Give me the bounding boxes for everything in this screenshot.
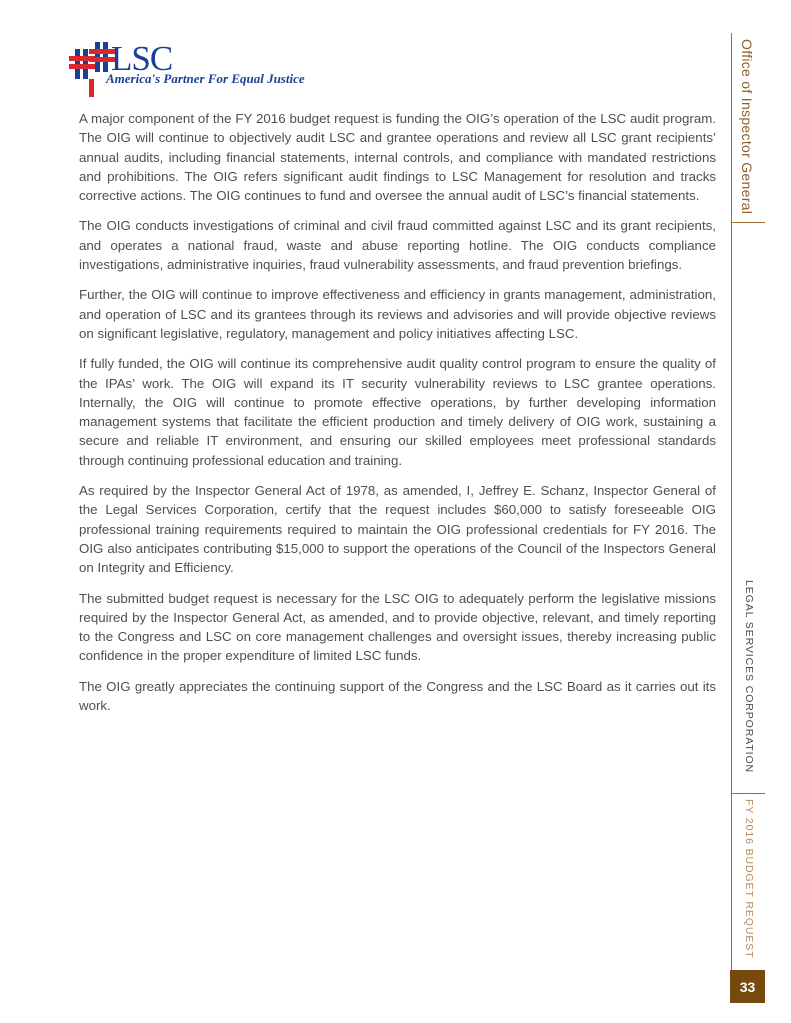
sidebar-tick-divider (731, 793, 765, 794)
document-body (79, 109, 716, 726)
lsc-logo-tagline: America's Partner For Equal Justice (106, 71, 305, 86)
body-paragraph: If fully funded, the OIG will continue its comprehensive audit quality control program to ensure the quality of the IPAs’ work. The OIG will expand its IT security vulnerability reviews to LSC grantee operations. Internally, the OIG will continue to promote effective operations, by further developing information management systems that facilitate the efficient production and timely delivery of OIG work, sustaining a secure and reliable IT environment, and ensuring our skilled employees meet professional standards through continuing professional education and training. (79, 356, 716, 468)
body-paragraph: The OIG conducts investigations of criminal and civil fraud committed against LSC and its grant recipients, and operates a national fraud, waste and abuse reporting hotline. The OIG conducts compliance investigations, administrative inquiries, fraud vulnerability assessments, and fraud prevention briefings. (79, 218, 716, 273)
sidebar-report-label: FY 2016 BUDGET REQUEST (743, 799, 755, 959)
sidebar-vertical-rule (731, 33, 732, 970)
page-number-box (730, 970, 765, 1003)
body-paragraph: As required by the Inspector General Act of 1978, as amended, I, Jeffrey E. Schanz, Inspector General of the Legal Services Corporation, certify that the request includes $60,000 to satisfy foreseeable OIG professional training requirements required to maintain the OIG professional credentials for FY 2016. The OIG also anticipates contributing $15,000 to support the operations of the Council of the Inspectors General on Integrity and Efficiency. (79, 483, 716, 576)
lsc-logo-text: LSC (111, 39, 173, 78)
sidebar-org-label: LEGAL SERVICES CORPORATION (743, 580, 755, 773)
sidebar-section-label: Office of Inspector General (739, 39, 755, 215)
body-paragraph: The submitted budget request is necessary for the LSC OIG to adequately perform the legislative missions required by the Inspector General Act, as amended, and to provide objective, relevant, and timely reporting to the Congress and LSC on core management challenges and oversight issues, thereby increasing public confidence in the proper expenditure of limited LSC funds. (79, 590, 716, 664)
page-number: 33 (739, 978, 756, 995)
body-paragraph: A major component of the FY 2016 budget request is funding the OIG’s operation of the LSC audit program. The OIG will continue to objectively audit LSC and grantee operations and review all LSC grant recipients’ annual audits, including financial statements, internal controls, and compliance with mandated restrictions and prohibitions. The OIG refers significant audit findings to LSC Management for resolution and tracks corrective actions. The OIG continues to fund and oversee the annual audit of LSC’s financial statements. (79, 111, 716, 204)
sidebar-tick-divider (731, 222, 765, 223)
body-paragraph: The OIG greatly appreciates the continuing support of the Congress and the LSC Board as it carries out its work. (79, 678, 716, 714)
body-paragraph: Further, the OIG will continue to improve effectiveness and efficiency in grants management, administration, and operation of LSC and its grantees through its reviews and advisories and will provide objective reviews on significant legislative, regulatory, management and policy initiatives affecting LSC. (79, 287, 716, 341)
